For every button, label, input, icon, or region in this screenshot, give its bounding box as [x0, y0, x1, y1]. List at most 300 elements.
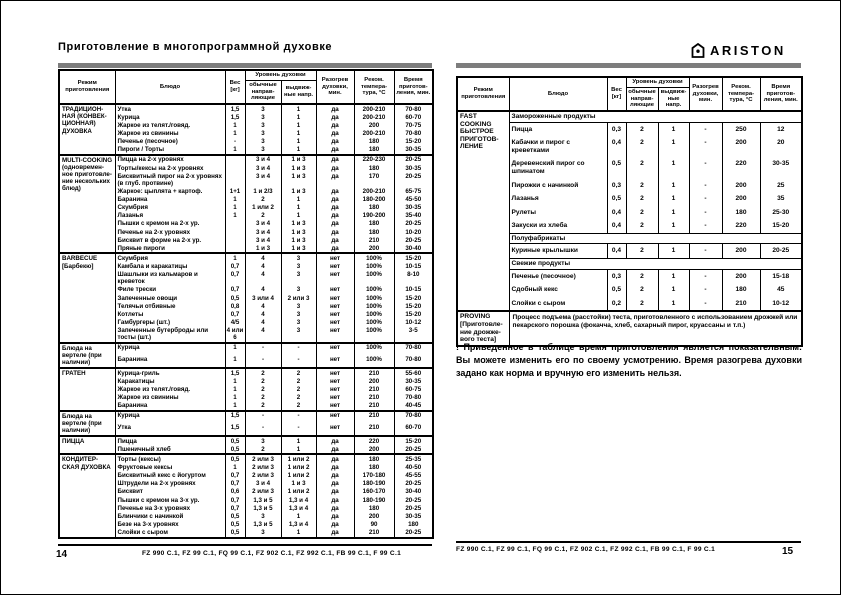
table-row — [59, 496, 433, 504]
table-row — [59, 204, 433, 212]
value-cell: 40-50 — [394, 464, 433, 472]
value-cell: 0,3 — [607, 269, 626, 283]
dish-cell: Утка — [115, 423, 225, 436]
table-row — [59, 172, 433, 187]
value-cell: 220 — [722, 219, 760, 233]
value-cell: 2 — [626, 122, 658, 136]
table-row — [59, 302, 433, 310]
value-cell: да — [316, 113, 354, 121]
value-cell: 220 — [722, 157, 760, 178]
table-row — [59, 113, 433, 121]
value-cell: 1 — [281, 146, 316, 155]
table-row — [59, 368, 433, 377]
col-oven-level: Уровень духовки — [626, 77, 689, 87]
value-cell: 200 — [722, 269, 760, 283]
mode-section — [59, 343, 433, 368]
value-cell: 1,3 и 5 — [245, 520, 281, 528]
value-cell: 2 или 3 — [245, 488, 281, 496]
title-rule-right — [456, 63, 801, 68]
value-cell: да — [316, 204, 354, 212]
value-cell: 200 — [354, 445, 394, 454]
dish-cell: Безе на 3-х уровнях — [115, 520, 225, 528]
col-level-standard: обычные направ- ляющие — [626, 87, 658, 111]
value-cell: - — [225, 138, 245, 146]
value-cell: 1,5 — [225, 368, 245, 377]
value-cell: 1,5 — [225, 411, 245, 424]
value-cell: 0,7 — [225, 480, 245, 488]
dish-cell: Блинчики с начинкой — [115, 512, 225, 520]
dish-cell: Пшеничный хлеб — [115, 445, 225, 454]
value-cell: 0,4 — [607, 219, 626, 233]
value-cell: 180 — [722, 283, 760, 297]
value-cell: - — [245, 411, 281, 424]
value-cell: нет — [316, 302, 354, 310]
value-cell: 2 — [281, 377, 316, 385]
value-cell: 25-35 — [394, 454, 433, 463]
value-cell: 200 — [722, 179, 760, 193]
value-cell: 4 — [245, 271, 281, 286]
value-cell: 200 — [354, 512, 394, 520]
value-cell: - — [689, 122, 722, 136]
value-cell: 10-12 — [394, 318, 433, 326]
table-row — [59, 187, 433, 195]
value-cell: 1,3 и 4 — [281, 496, 316, 504]
value-cell: 210 — [722, 297, 760, 312]
value-cell: 1 — [281, 436, 316, 445]
table-row — [59, 327, 433, 343]
value-cell: 220-230 — [354, 155, 394, 164]
value-cell: 3 — [281, 327, 316, 343]
value-cell: 210 — [354, 394, 394, 402]
value-cell: 200 — [722, 192, 760, 206]
value-cell: 3 — [245, 529, 281, 538]
value-cell: - — [281, 343, 316, 356]
table-row — [59, 385, 433, 393]
table-row — [59, 377, 433, 385]
dish-cell: Печенье на 2-х уровнях — [115, 228, 225, 236]
value-cell: 1 — [658, 179, 689, 193]
value-cell: 70-75 — [394, 121, 433, 129]
dish-cell: Утка — [115, 104, 225, 113]
value-cell: 4 — [245, 310, 281, 318]
value-cell: 3 и 4 — [245, 155, 281, 164]
value-cell: 1 — [281, 138, 316, 146]
value-cell: 1,3 и 4 — [281, 504, 316, 512]
dish-cell: Бисквитный кекс с йогуртом — [115, 472, 225, 480]
col-level-sliding: выдвиж- ные напр. — [658, 87, 689, 111]
table-row — [59, 228, 433, 236]
value-cell: 1 — [658, 192, 689, 206]
value-cell: нет — [316, 377, 354, 385]
col-oven-level: Уровень духовки — [245, 70, 316, 80]
value-cell: 3 и 4 — [245, 164, 281, 172]
value-cell: 35-40 — [394, 212, 433, 220]
dish-cell: Пряные пироги — [115, 244, 225, 253]
table-row — [59, 480, 433, 488]
dish-cell: Торты/кексы на 2-х уровнях — [115, 164, 225, 172]
page-number-right: 15 — [782, 546, 794, 557]
value-cell: - — [689, 206, 722, 220]
dish-cell: Котлеты — [115, 310, 225, 318]
dish-cell: Печенье (песочное) — [509, 269, 607, 283]
value-cell: 210 — [354, 236, 394, 244]
value-cell: 2 или 3 — [245, 464, 281, 472]
table-row — [457, 179, 802, 193]
value-cell: 2 — [626, 136, 658, 157]
table-row — [59, 146, 433, 155]
value-cell: 3 и 4 — [245, 220, 281, 228]
value-cell: 15-20 — [394, 310, 433, 318]
value-cell: 2 — [626, 192, 658, 206]
table-row — [59, 121, 433, 129]
value-cell: 3 — [245, 130, 281, 138]
value-cell: 1,3 и 4 — [281, 520, 316, 528]
value-cell: 3 — [281, 263, 316, 271]
value-cell: да — [316, 480, 354, 488]
value-cell: 3 — [245, 113, 281, 121]
value-cell: 25 — [760, 179, 802, 193]
value-cell: 1 — [281, 130, 316, 138]
value-cell: 1 и 3 — [281, 236, 316, 244]
table-row — [59, 253, 433, 262]
cooking-time-note: ! Приведенное в таблице время приготовления является показательным: Вы можете изменить его по своему усмотрению. Время разогрева духовки задано как норма и вручную его изменить нельзя. — [456, 342, 802, 379]
ariston-house-icon — [691, 43, 705, 58]
value-cell: 200-210 — [354, 104, 394, 113]
value-cell: 60-70 — [394, 113, 433, 121]
value-cell: 180-190 — [354, 480, 394, 488]
mode-cell: MULTI-COOKING (одновремен- ное приготовле- ние нескольких блюд) — [59, 155, 115, 254]
table-row — [457, 136, 802, 157]
value-cell: 4/5 — [225, 318, 245, 326]
value-cell: нет — [316, 310, 354, 318]
dish-cell: Печенье (песочное) — [115, 138, 225, 146]
value-cell: да — [316, 220, 354, 228]
mode-cell: FAST COOKING БЫСТРОЕ ПРИГОТОВ- ЛЕНИЕ — [457, 111, 509, 311]
mode-cell: ПИЦЦА — [59, 436, 115, 454]
dish-cell: Курица — [115, 343, 225, 356]
value-cell: 15-20 — [760, 219, 802, 233]
value-cell — [225, 236, 245, 244]
dish-cell: Филе трески — [115, 286, 225, 294]
value-cell: да — [316, 496, 354, 504]
mode-cell: ТРАДИЦИОН-НАЯ (КОНВЕК-ЦИОННАЯ) ДУХОВКА — [59, 104, 115, 155]
value-cell: 30-40 — [394, 244, 433, 253]
value-cell: 10-12 — [760, 297, 802, 312]
value-cell: да — [316, 436, 354, 445]
value-cell — [225, 172, 245, 187]
value-cell: 170 — [354, 172, 394, 187]
value-cell: 30-40 — [394, 488, 433, 496]
value-cell: 0,4 — [607, 206, 626, 220]
value-cell: 2 — [245, 196, 281, 204]
table-row — [59, 286, 433, 294]
value-cell: 3 — [245, 104, 281, 113]
value-cell: 0,7 — [225, 286, 245, 294]
table-row — [457, 269, 802, 283]
value-cell: 1 — [281, 512, 316, 520]
value-cell: 0,7 — [225, 496, 245, 504]
value-cell — [225, 164, 245, 172]
value-cell: 1 — [225, 355, 245, 368]
value-cell: 170-180 — [354, 472, 394, 480]
table-row — [457, 111, 802, 122]
value-cell: - — [689, 244, 722, 259]
table-row — [59, 394, 433, 402]
col-level-standard: обычные направ- ляющие — [245, 80, 281, 104]
value-cell: 210 — [354, 402, 394, 411]
value-cell: 1 или 2 — [281, 472, 316, 480]
value-cell: 65-75 — [394, 187, 433, 195]
dish-cell: Телячьи отбивные — [115, 302, 225, 310]
value-cell: 1 и 2/3 — [245, 187, 281, 195]
value-cell: 10-20 — [394, 228, 433, 236]
value-cell: 100% — [354, 318, 394, 326]
value-cell: да — [316, 164, 354, 172]
value-cell: 2 — [626, 157, 658, 178]
mode-section — [59, 104, 433, 155]
table-row — [59, 138, 433, 146]
value-cell: 250 — [722, 122, 760, 136]
value-cell: 100% — [354, 263, 394, 271]
value-cell: 2 — [626, 219, 658, 233]
value-cell: 1,3 и 5 — [245, 504, 281, 512]
dish-cell: Закуски из хлеба — [509, 219, 607, 233]
value-cell: 160-170 — [354, 488, 394, 496]
value-cell: 30-35 — [394, 204, 433, 212]
table-row — [457, 244, 802, 259]
value-cell: 2 — [245, 445, 281, 454]
table-row — [59, 529, 433, 538]
table-row — [59, 130, 433, 138]
table-row — [59, 318, 433, 326]
table-row — [59, 212, 433, 220]
value-cell: 30-35 — [394, 146, 433, 155]
value-cell: 0,7 — [225, 472, 245, 480]
value-cell: да — [316, 138, 354, 146]
value-cell: да — [316, 121, 354, 129]
dish-cell: Курица — [115, 113, 225, 121]
value-cell: 0,5 — [225, 529, 245, 538]
value-cell: 8-10 — [394, 271, 433, 286]
table-row — [457, 157, 802, 178]
value-cell — [225, 155, 245, 164]
value-cell: нет — [316, 318, 354, 326]
value-cell: 3 — [281, 302, 316, 310]
table-row — [59, 343, 433, 356]
value-cell: 1 — [225, 377, 245, 385]
value-cell: 100% — [354, 294, 394, 302]
dish-cell: Жаркое из свинины — [115, 394, 225, 402]
value-cell: - — [689, 297, 722, 312]
value-cell: 0,4 — [607, 136, 626, 157]
value-cell: 180 — [354, 164, 394, 172]
value-cell: 45-50 — [394, 196, 433, 204]
value-cell: 30-35 — [394, 512, 433, 520]
value-cell: 200-210 — [354, 187, 394, 195]
table-row — [457, 259, 802, 270]
value-cell: 20-25 — [394, 236, 433, 244]
mode-cell: Блюда на вертеле (при наличии) — [59, 411, 115, 436]
value-cell: 1 или 2 — [281, 488, 316, 496]
value-cell: 1 — [658, 269, 689, 283]
value-cell: 0,2 — [607, 297, 626, 312]
value-cell: да — [316, 454, 354, 463]
table-row — [59, 402, 433, 411]
dish-cell: Кабачки и пирог с креветками — [509, 136, 607, 157]
model-list-left: FZ 990 C.1, FZ 99 C.1, FQ 99 C.1, FZ 902 C.1, FZ 992 C.1, FB 99 C.1, F 99 C.1 — [141, 550, 402, 557]
table-row — [59, 196, 433, 204]
value-cell: нет — [316, 411, 354, 424]
value-cell: 1 — [225, 402, 245, 411]
value-cell: 2 — [245, 377, 281, 385]
value-cell: 0,5 — [225, 520, 245, 528]
table-header — [457, 77, 802, 111]
value-cell: 3 — [245, 436, 281, 445]
value-cell: 100% — [354, 286, 394, 294]
col-preheat: Разогрев духовки, мин. — [316, 70, 354, 104]
mode-section — [457, 111, 802, 311]
dish-cell: Жаркое из свинины — [115, 130, 225, 138]
value-cell: да — [316, 236, 354, 244]
value-cell: - — [689, 179, 722, 193]
value-cell: 1 — [281, 113, 316, 121]
value-cell: 2 — [281, 385, 316, 393]
value-cell: 1 и 3 — [281, 480, 316, 488]
value-cell: - — [281, 423, 316, 436]
footer-rule-left — [58, 544, 432, 546]
value-cell: 180-200 — [354, 196, 394, 204]
value-cell: 1 — [225, 253, 245, 262]
value-cell: 2 — [626, 244, 658, 259]
value-cell: 1,5 — [225, 423, 245, 436]
value-cell: 0,7 — [225, 310, 245, 318]
table-row — [457, 206, 802, 220]
value-cell: нет — [316, 355, 354, 368]
value-cell: 10-15 — [394, 263, 433, 271]
model-list-right: FZ 990 C.1, FZ 99 C.1, FQ 99 C.1, FZ 902 C.1, FZ 992 C.1, FB 99 C.1, F 99 C.1 — [456, 546, 716, 553]
table-row — [59, 472, 433, 480]
value-cell: 1 и 3 — [281, 187, 316, 195]
value-cell: 1 — [658, 219, 689, 233]
value-cell: 20 — [760, 136, 802, 157]
col-mode: Режим приготовления — [59, 70, 115, 104]
dish-cell: Бисквит в форме на 2-х ур. — [115, 236, 225, 244]
value-cell: - — [689, 192, 722, 206]
table-row — [457, 122, 802, 136]
table-row — [59, 294, 433, 302]
value-cell: 210 — [354, 368, 394, 377]
value-cell: 0,5 — [225, 454, 245, 463]
dish-cell: Скумбрия — [115, 204, 225, 212]
value-cell: 100% — [354, 327, 394, 343]
dish-cell: Баранина — [115, 355, 225, 368]
value-cell: 3 — [281, 286, 316, 294]
value-cell — [225, 220, 245, 228]
dish-cell: Слойки с сыром — [115, 529, 225, 538]
dish-cell: Деревенский пирог со шпинатом — [509, 157, 607, 178]
value-cell: 4 или 6 — [226, 327, 244, 342]
value-cell: 30-35 — [394, 377, 433, 385]
value-cell: да — [316, 488, 354, 496]
group-label: Замороженные продукты — [509, 111, 802, 122]
value-cell: 1 — [225, 121, 245, 129]
value-cell: 210 — [354, 529, 394, 538]
value-cell: да — [316, 155, 354, 164]
mode-cell: Блюда на вертеле (при наличии) — [59, 343, 115, 368]
dish-cell: Гамбургеры (шт.) — [115, 318, 225, 326]
value-cell: да — [316, 187, 354, 195]
table-row — [59, 355, 433, 368]
value-cell: 70-80 — [394, 343, 433, 356]
value-cell: - — [281, 411, 316, 424]
value-cell: да — [316, 104, 354, 113]
col-temperature: Реком. темпера- тура, °C — [722, 77, 760, 111]
value-cell: 15-20 — [394, 436, 433, 445]
value-cell: 3 — [245, 138, 281, 146]
table-row — [59, 244, 433, 253]
value-cell: 1 — [281, 445, 316, 454]
value-cell: 3 — [281, 271, 316, 286]
table-row — [59, 155, 433, 164]
table-row — [59, 310, 433, 318]
value-cell: 1 или 2 — [281, 454, 316, 463]
value-cell: нет — [316, 286, 354, 294]
value-cell: 2 — [626, 269, 658, 283]
value-cell: 3-5 — [394, 327, 433, 343]
dish-cell: Курица — [115, 411, 225, 424]
value-cell: 180 — [354, 228, 394, 236]
value-cell — [225, 244, 245, 253]
value-cell: да — [316, 529, 354, 538]
value-cell: 1 и 3 — [281, 155, 316, 164]
value-cell: 20-25 — [394, 529, 433, 538]
value-cell: 2 — [626, 283, 658, 297]
value-cell: 45-55 — [394, 472, 433, 480]
value-cell: 1 — [225, 385, 245, 393]
mode-section — [59, 253, 433, 342]
value-cell: 1 — [225, 464, 245, 472]
value-cell: 1 — [658, 206, 689, 220]
value-cell: 20-25 — [394, 480, 433, 488]
table-row — [59, 445, 433, 454]
value-cell: 1 и 3 — [281, 244, 316, 253]
value-cell: 20-25 — [394, 445, 433, 454]
dish-cell: Камбала и каракатицы — [115, 263, 225, 271]
value-cell: 180 — [354, 146, 394, 155]
dish-cell: Бисквитный пирог на 2-х уровнях (в глуб. протвине) — [115, 172, 225, 187]
value-cell: 90 — [354, 520, 394, 528]
value-cell: 3 — [245, 146, 281, 155]
value-cell: 0,8 — [225, 302, 245, 310]
value-cell: нет — [316, 368, 354, 377]
value-cell: да — [316, 228, 354, 236]
value-cell: 1,5 — [225, 113, 245, 121]
value-cell: нет — [316, 394, 354, 402]
value-cell: нет — [316, 253, 354, 262]
value-cell: 100% — [354, 355, 394, 368]
value-cell: 0,7 — [225, 271, 245, 286]
dish-cell: Каракатицы — [115, 377, 225, 385]
value-cell: 3 и 4 — [245, 480, 281, 488]
value-cell: да — [316, 520, 354, 528]
value-cell: да — [316, 172, 354, 187]
value-cell: 20-25 — [760, 244, 802, 259]
mode-section — [59, 155, 433, 254]
value-cell: 20-25 — [394, 220, 433, 228]
value-cell: нет — [316, 271, 354, 286]
value-cell: 2 или 3 — [245, 472, 281, 480]
mode-cell: КОНДИТЕР-СКАЯ ДУХОВКА — [59, 454, 115, 537]
